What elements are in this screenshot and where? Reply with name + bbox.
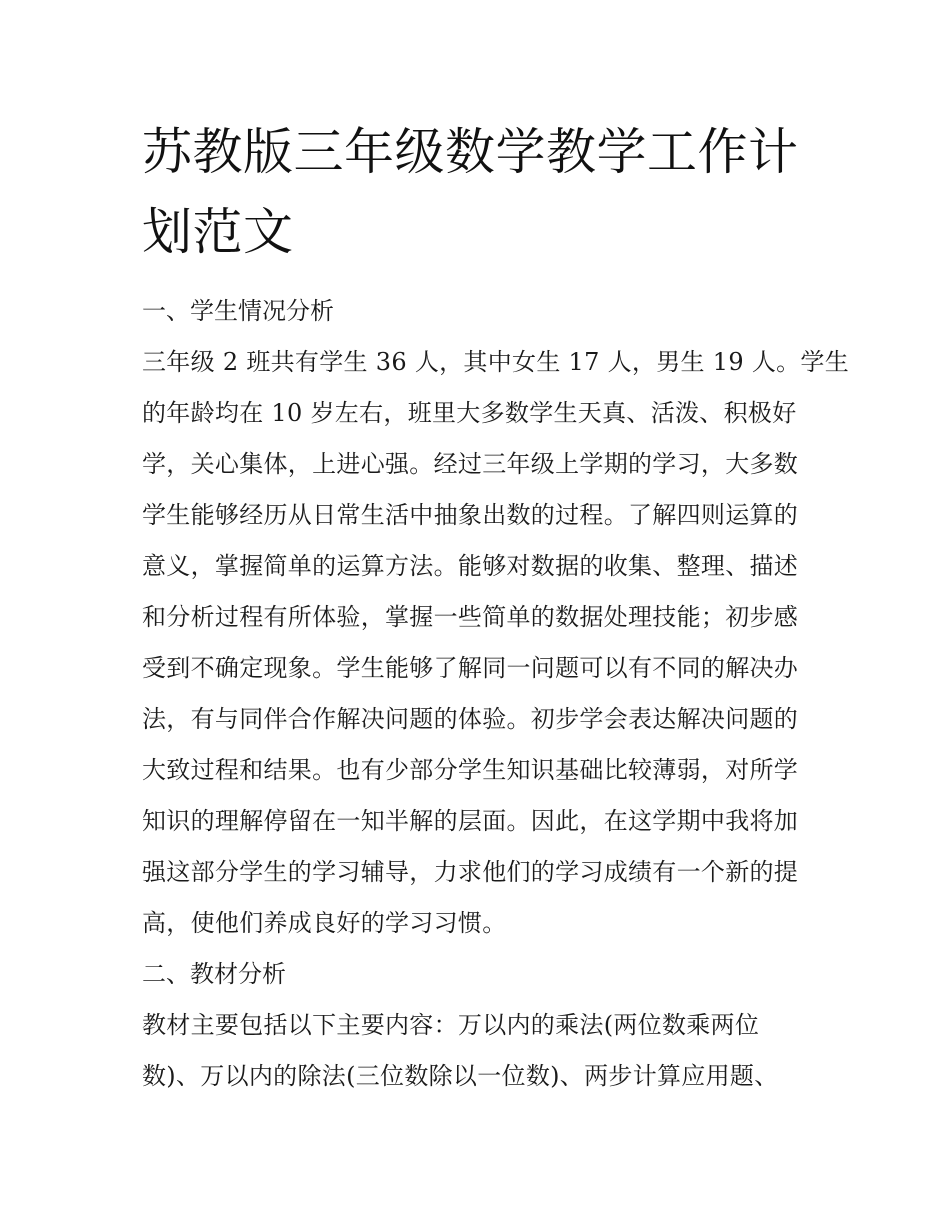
title-line-1: 苏教版三年级数学教学工作计 — [142, 123, 799, 181]
paragraph-line: 和分析过程有所体验，掌握一些简单的数据处理技能；初步感 — [142, 603, 799, 631]
paragraph-line: 法，有与同伴合作解决问题的体验。初步学会表达解决问题的 — [142, 705, 799, 733]
document-title — [142, 112, 814, 272]
section-heading-textbook-analysis: 二、教材分析 — [142, 960, 286, 988]
paragraph-line: 意义，掌握简单的运算方法。能够对数据的收集、整理、描述 — [142, 552, 799, 580]
paragraph-line: 三年级 2 班共有学生 36 人，其中女生 17 人，男生 19 人。学生 — [142, 348, 850, 376]
paragraph-line: 知识的理解停留在一知半解的层面。因此，在这学期中我将加 — [142, 807, 799, 835]
title-line-2: 划范文 — [142, 203, 294, 261]
paragraph-line: 教材主要包括以下主要内容：万以内的乘法(两位数乘两位 — [142, 1011, 760, 1039]
document-content — [142, 112, 850, 1102]
paragraph-line: 高，使他们养成良好的学习习惯。 — [142, 909, 507, 937]
section-heading-student-analysis: 一、学生情况分析 — [142, 297, 334, 325]
paragraph-line: 学，关心集体，上进心强。经过三年级上学期的学习，大多数 — [142, 450, 799, 478]
paragraph-line: 学生能够经历从日常生活中抽象出数的过程。了解四则运算的 — [142, 501, 799, 529]
paragraph-line: 数)、万以内的除法(三位数除以一位数)、两步计算应用题、 — [142, 1062, 779, 1090]
paragraph-line: 的年龄均在 10 岁左右，班里大多数学生天真、活泼、积极好 — [142, 399, 797, 427]
paragraph-student-analysis — [142, 337, 850, 949]
paragraph-line: 强这部分学生的学习辅导，力求他们的学习成绩有一个新的提 — [142, 858, 799, 886]
paragraph-line: 大致过程和结果。也有少部分学生知识基础比较薄弱，对所学 — [142, 756, 799, 784]
paragraph-line: 受到不确定现象。学生能够了解同一问题可以有不同的解决办 — [142, 654, 799, 682]
paragraph-textbook-analysis — [142, 1000, 814, 1102]
